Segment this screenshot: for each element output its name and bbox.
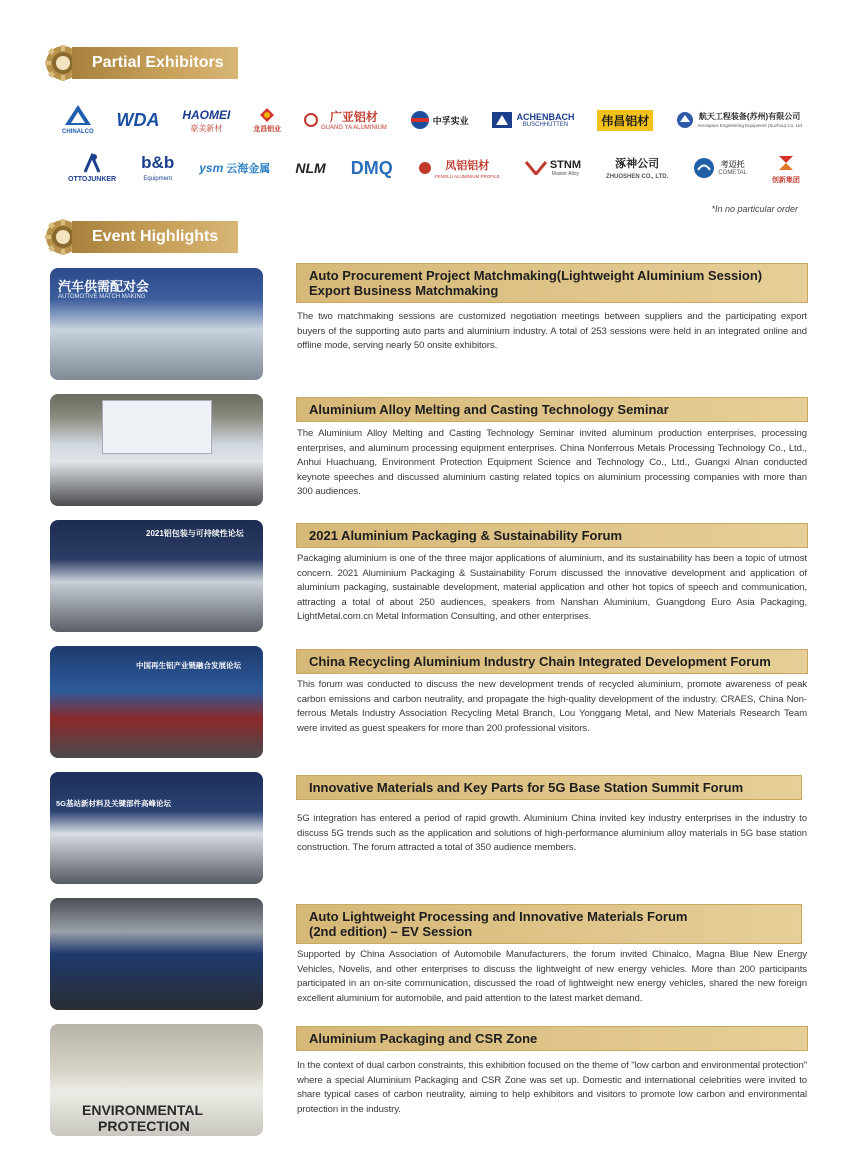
event-title-line: China Recycling Aluminium Industry Chain Integrated Development Forum (309, 654, 771, 669)
guangya-logo: 广亚铝材 GUANG YA ALUMINIUM (304, 108, 387, 132)
event-title (296, 263, 808, 303)
event-title (296, 649, 808, 674)
event-photo (50, 1024, 263, 1136)
event-title-line: Auto Procurement Project Matchmaking(Lightweight Aluminium Session) (309, 268, 763, 283)
zhongfu-logo: 中孚实业 (410, 110, 469, 130)
event-title (296, 1026, 808, 1051)
event-title-line: Aluminium Alloy Melting and Casting Technology Seminar (309, 402, 669, 417)
event-photo (50, 646, 263, 758)
event-title-line: (2nd edition) – EV Session (309, 924, 473, 939)
event-photo (50, 394, 263, 506)
event-card (50, 520, 808, 632)
ottojunker-logo: OTTOJUNKER (68, 153, 116, 183)
photo-banner-sub: AUTOMOTIVE MATCH MAKING (58, 294, 146, 300)
event-description: 5G integration has entered a period of rapid growth. Aluminium China invited key industry enterprises in the industry to discuss 5G trends such as the application and solutions of high-performance aluminium alloy materials in 5G base station construction. The forum attracted a total of 350 audience members. (297, 813, 807, 853)
zhuoshen-logo: 涿神公司 ZHUOSHEN CO., LTD. (606, 158, 669, 180)
event-description: The Aluminium Alloy Melting and Casting Technology Seminar invited aluminum production enterprises, processing enterprises, and aluminum processing equipment enterprises. China Nonferrous Metals Processing Technology Co., Ltd., Anhui Huachuang, Environment Protection Equipment Science and Technology Co., Ltd., Guangxi Alnan conducted keynote speeches and discussed aluminium casting related topics on aluminium processing companies with more than 300 audiences. (297, 428, 807, 497)
fenglu-logo: 凤铝铝材 FENGLU ALUMINIUM PROFILE (418, 157, 500, 180)
event-description: This forum was conducted to discuss the new development trends of recycled aluminium, promote awareness of peak carbon emissions and carbon neutrality, and propagate the high-quality development of the industry. CRAES, China Non-ferrous Metals Industry Association Recycling Metal Branch, Lou Yonggang Metal, and New Materials Research Team were invited as guest speakers for more than 200 professional visitors. (297, 679, 807, 734)
photo-banner-text: ENVIRONMENTAL (82, 1102, 204, 1118)
dmq-logo: DMQ (350, 157, 393, 178)
event-title-line: Auto Lightweight Processing and Innovative Materials Forum (309, 909, 688, 924)
order-note: *In no particular order (711, 204, 798, 214)
longchang-logo: 龙昌铝业 (253, 107, 281, 133)
event-description: Packaging aluminium is one of the three major applications of aluminium, and its sustainability has been a topic of utmost concern. 2021 Aluminium Packaging & Sustainability Forum discussed the innovative development and application of aluminium packaging, sustainable development, material application and other hot topics of speech and communication, attracting a total of about 250 audiences, speakers from Nanshan Aluminium, Guangdong Euro Asia Packaging, LightMetal.com.cn Metal Information Consulting, and other enterprises. (297, 553, 807, 622)
chinalco-logo: CHINALCO (62, 104, 94, 136)
event-photo (50, 520, 263, 632)
event-title-line: Innovative Materials and Key Parts for 5G Base Station Summit Forum (309, 780, 744, 795)
weichang-logo: 伟昌铝材 (597, 110, 653, 131)
event-title (296, 397, 808, 422)
event-description: In the context of dual carbon constraints, this exhibition focused on the theme of "low carbon and environmental protection" where a special Aluminium Packaging and CSR Zone was set up. Domestic and international celebrities were invited to share typical cases of carbon neutrality, aiming to help exhibitors and visitors to promote low carbon and environmental protection in the industry. (297, 1060, 807, 1115)
event-title-line: 2021 Aluminium Packaging & Sustainability Forum (309, 528, 623, 543)
wda-logo: WDA (116, 109, 160, 130)
event-photo (50, 268, 263, 380)
yunhai-logo: ysm 云海金属 (199, 161, 271, 175)
event-photo (50, 772, 263, 884)
event-card (50, 898, 808, 1010)
event-title (296, 775, 802, 800)
photo-banner-sub: PROTECTION (98, 1118, 190, 1134)
stnm-logo: STNM Master Alloy (525, 159, 581, 178)
photo-banner-text: 5G基站新材料及关键部件高峰论坛 (56, 799, 172, 808)
event-card (50, 394, 808, 506)
section-title: Partial Exhibitors (72, 47, 238, 79)
event-description: The two matchmaking sessions are customized negotiation meetings between suppliers and the participating export buyers of the supporting auto parts and aluminium industry. A total of 253 sessions were held in an integrated online and offline mode, serving nearly 50 onsite exhibitors. (297, 311, 807, 351)
event-card (50, 1024, 808, 1136)
event-title (296, 523, 808, 548)
photo-banner-text: 2021铝包装与可持续性论坛 (146, 529, 244, 538)
event-card (50, 268, 808, 380)
section-title: Event Highlights (72, 221, 238, 253)
event-title (296, 904, 802, 944)
aerospace-logo: 航天工程装备(苏州)有限公司 Aerospace Engineering Equipment (Suzhou) Co. Ltd (676, 111, 802, 129)
event-description: Supported by China Association of Automobile Manufacturers, the forum invited Chinalco, Magna Blue New Energy Vehicles, Novelis, and other enterprises to discuss the lightweight of new energy vehicles. More than 200 participants participated in an on-site communication, discussed the road of lightweight new energy vehicles, shared the new foreign excellent aluminium for automobile, and paid attention to the latest market demand. (297, 949, 807, 1004)
event-card (50, 646, 808, 758)
photo-banner-text: 汽车供需配对会 (58, 279, 150, 294)
photo-banner-text: 中国再生铝产业链融合发展论坛 (136, 661, 241, 670)
event-title-line: Export Business Matchmaking (309, 283, 499, 298)
exhibitor-logos-row (68, 148, 800, 188)
nlm-logo: NLM (295, 160, 326, 176)
haomei-logo: HAOMEI 豪美新材 (182, 108, 231, 133)
chuangxin-logo: 创新集团 (772, 152, 800, 184)
event-photo (50, 898, 263, 1010)
cometal-logo: 考迈托 COMETAL (693, 157, 747, 179)
achenbach-logo: ACHENBACH BUSCHHÜTTEN (491, 111, 574, 129)
event-title-line: Aluminium Packaging and CSR Zone (309, 1031, 538, 1046)
bb-logo: b&b Equipment (141, 153, 175, 182)
event-card (50, 772, 808, 884)
exhibitor-logos-row (62, 100, 802, 140)
